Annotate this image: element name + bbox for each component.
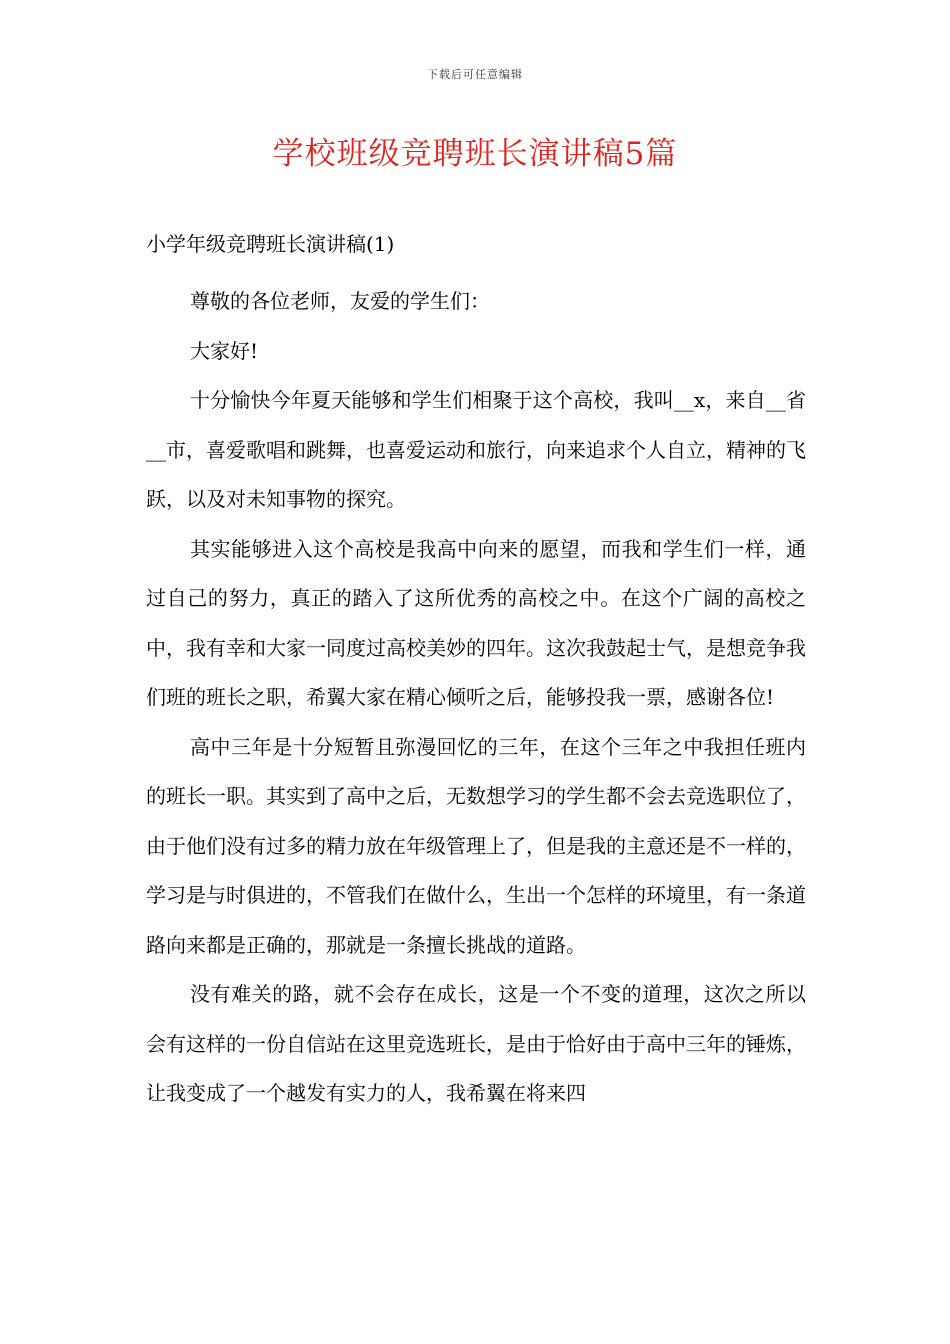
paragraph-growth: 没有难关的路，就不会存在成长，这是一个不变的道理，这次之所以会有这样的一份自信站在这里竞选班长，是由于恰好由于高中三年的锤炼，让我变成了一个越发有实力的人，我希翼在将来四 [146,982,806,1105]
paragraph-introduction: 十分愉快今年夏天能够和学生们相聚于这个高校，我叫__x，来自__省__市，喜爱歌唱和跳舞，也喜爱运动和旅行，向来追求个人自立，精神的飞跃，以及对未知事物的探究。 [146,388,806,511]
header-note: 下载后可任意编辑 [427,68,523,81]
body-text [146,277,806,1119]
paragraph-experience: 高中三年是十分短暂且弥漫回忆的三年，在这个三年之中我担任班内的班长一职。其实到了高中之后，无数想学习的学生都不会去竞选职位了，由于他们没有过多的精力放在年级管理上了，但是我的主意还是不一样的，学习是与时俱进的，不管我们在做什么，生出一个怎样的环境里，有一条道路向来都是正确的，那就是一条擅长挑战的道路。 [146,734,806,957]
paragraph-hello: 大家好! [190,338,259,363]
paragraph-motivation: 其实能够进入这个高校是我高中向来的愿望，而我和学生们一样，通过自己的努力，真正的踏入了这所优秀的高校之中。在这个广阔的高校之中，我有幸和大家一同度过高校美妙的四年。这次我鼓起士气，是想竞争我们班的班长之职，希翼大家在精心倾听之后，能够投我一票，感谢各位! [146,536,806,709]
section-heading: 小学年级竞聘班长演讲稿(1) [146,232,395,256]
document-title: 学校班级竞聘班长演讲稿5篇 [272,136,678,172]
paragraph-greeting: 尊敬的各位老师，友爱的学生们： [190,289,490,313]
